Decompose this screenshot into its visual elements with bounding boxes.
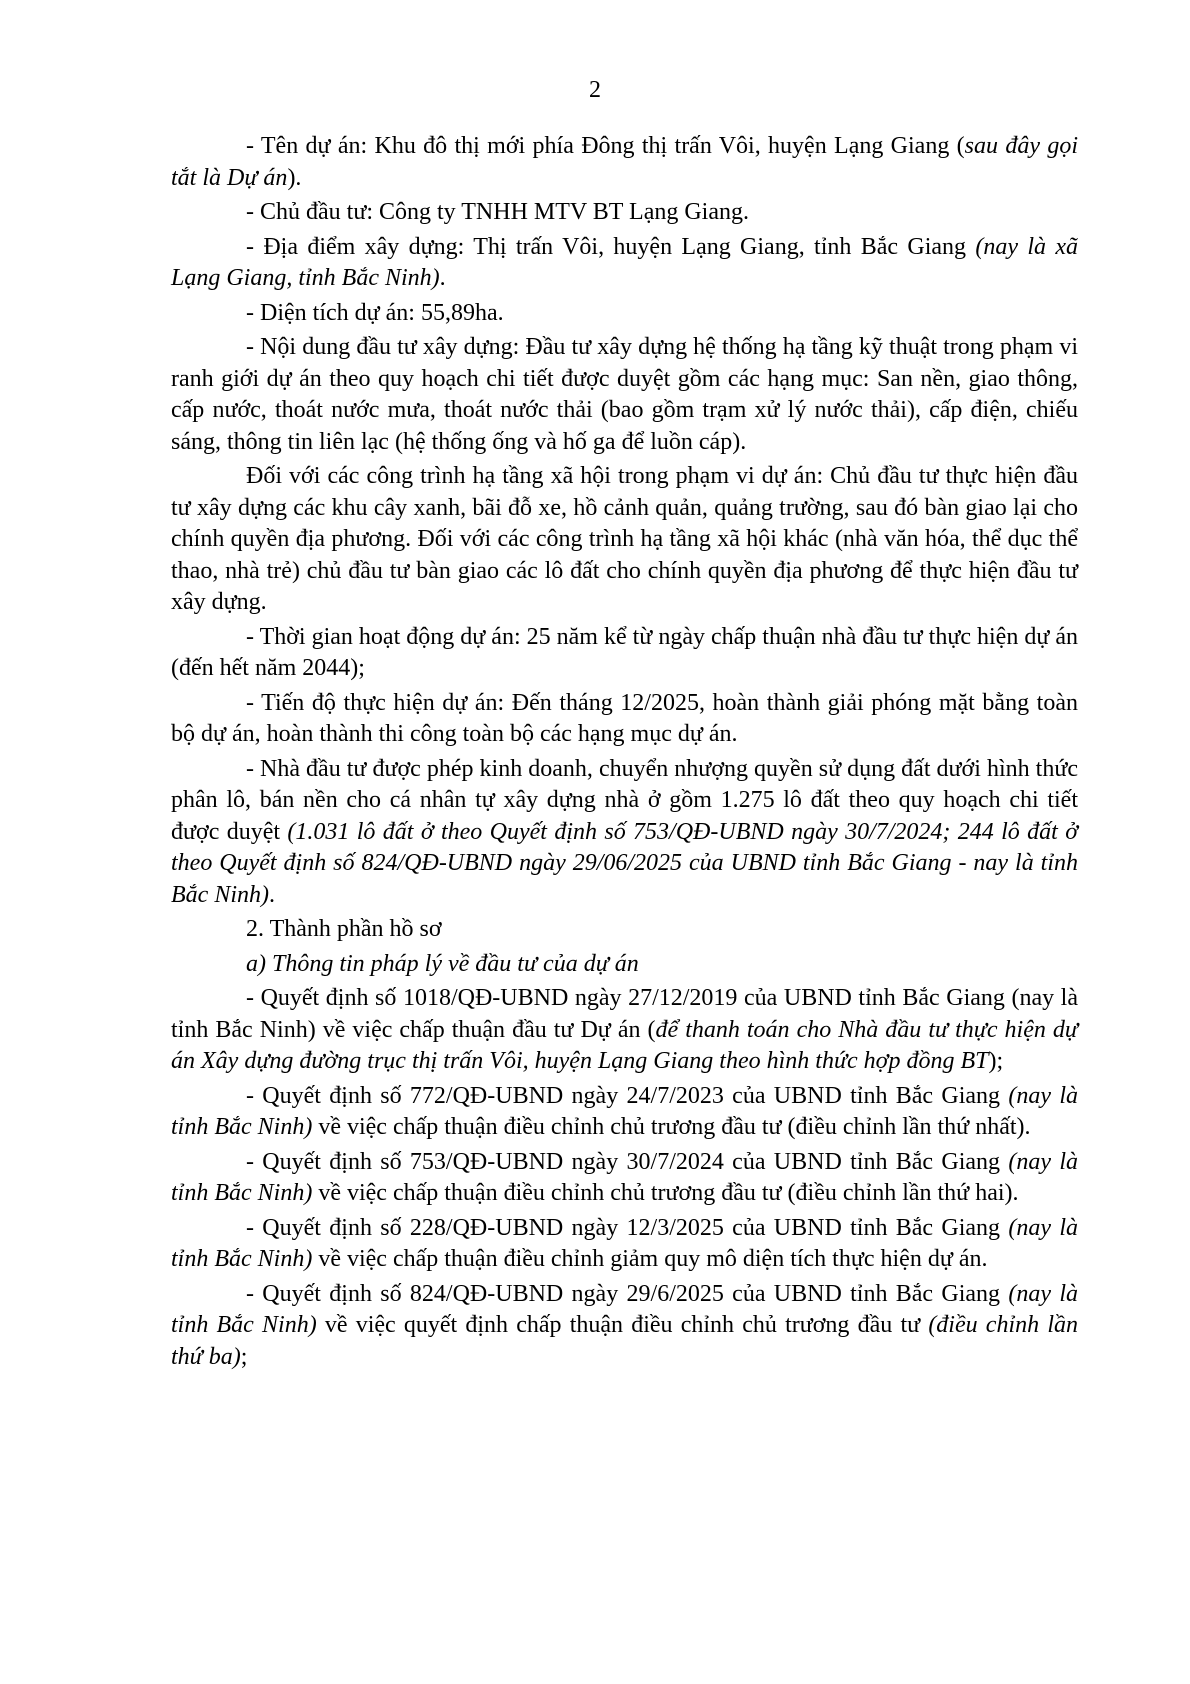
text: về việc chấp thuận điều chỉnh giảm quy mô diện tích thực hiện dự án. (312, 1246, 988, 1272)
text: về việc quyết định chấp thuận điều chỉnh chủ trương đầu tư (316, 1312, 929, 1338)
paragraph (171, 1081, 1078, 1144)
paragraph (171, 688, 1078, 751)
text: - Nhà đầu tư được phép kinh doanh, chuyển nhượng quyền sử dụng đất dưới hình thức phân lô, bán nền cho cá nhân tự xây dựng nhà ở gồm 1.275 lô đất theo quy hoạch chi tiết được duyệt (171, 755, 1078, 845)
text: - Địa điểm xây dựng: Thị trấn Vôi, huyện Lạng Giang, tỉnh Bắc Giang (246, 233, 976, 260)
paragraph (171, 232, 1078, 295)
paragraph (171, 622, 1078, 685)
text: - Quyết định số 824/QĐ-UBND ngày 29/6/2025 của UBND tỉnh Bắc Giang (246, 1280, 1009, 1307)
italic-text: (nay là tỉnh Bắc Ninh) (171, 1280, 1079, 1338)
paragraph (171, 461, 1078, 619)
text: - Tên dự án: Khu đô thị mới phía Đông thị trấn Vôi, huyện Lạng Giang ( (246, 133, 965, 159)
text: - Chủ đầu tư: Công ty TNHH MTV BT Lạng Giang. (246, 199, 749, 225)
paragraph (171, 754, 1078, 912)
text: - Tiến độ thực hiện dự án: Đến tháng 12/2025, hoàn thành giải phóng mặt bằng toàn bộ dự án, hoàn thành thi công toàn bộ các hạng mục dự án. (171, 689, 1078, 747)
paragraph (171, 332, 1078, 458)
paragraph (171, 914, 1078, 946)
text: - Quyết định số 228/QĐ-UBND ngày 12/3/2025 của UBND tỉnh Bắc Giang (246, 1214, 1009, 1241)
text: Đối với các công trình hạ tầng xã hội trong phạm vi dự án: Chủ đầu tư thực hiện đầu tư xây dựng các khu cây xanh, bãi đỗ xe, hồ cảnh quản, quảng trường, sau đó bàn giao lại cho chính quyền địa phương. Đối với các công trình hạ tầng xã hội khác (nhà văn hóa, thể dục thể thao, nhà trẻ) chủ đầu tư bàn giao các lô đất cho chính quyền địa phương để thực hiện đầu tư xây dựng. (171, 463, 1078, 615)
italic-text: để thanh toán cho Nhà đầu tư thực hiện dự án Xây dựng đường trục thị trấn Vôi, huyện Lạng Giang theo hình thức hợp đồng BT (171, 1016, 1078, 1074)
text: ). (287, 164, 302, 191)
italic-text: (nay là tỉnh Bắc Ninh) (171, 1214, 1079, 1272)
text: . (439, 265, 446, 291)
page-number: 2 (589, 77, 601, 103)
italic-text: (nay là xã Lạng Giang, tỉnh Bắc Ninh) (171, 233, 1078, 291)
italic-text: (nay là tỉnh Bắc Ninh) (171, 1148, 1079, 1206)
document-body (171, 131, 1078, 1376)
paragraph (171, 197, 1078, 229)
italic-text: (nay là tỉnh Bắc Ninh) (171, 1082, 1079, 1140)
text: - Quyết định số 753/QĐ-UBND ngày 30/7/2024 của UBND tỉnh Bắc Giang (246, 1148, 1009, 1175)
paragraph (171, 1147, 1078, 1210)
paragraph (171, 983, 1078, 1078)
paragraph (171, 298, 1078, 330)
paragraph (171, 131, 1078, 194)
text: 2. Thành phần hồ sơ (246, 916, 442, 942)
text: ); (988, 1048, 1004, 1074)
text: về việc chấp thuận điều chỉnh chủ trương đầu tư (điều chỉnh lần thứ hai). (312, 1180, 1019, 1206)
text: . (268, 881, 275, 908)
italic-text: a) Thông tin pháp lý về đầu tư của dự án (246, 950, 639, 977)
text: - Thời gian hoạt động dự án: 25 năm kể từ ngày chấp thuận nhà đầu tư thực hiện dự án (đến hết năm 2044); (171, 623, 1078, 681)
italic-text: sau đây gọi tắt là Dự án (171, 133, 1078, 191)
paragraph (171, 949, 1078, 981)
text: - Nội dung đầu tư xây dựng: Đầu tư xây dựng hệ thống hạ tầng kỹ thuật trong phạm vi ranh giới dự án theo quy hoạch chi tiết được duyệt gồm các hạng mục: San nền, giao thông, cấp nước, thoát nước mưa, thoát nước thải (bao gồm trạm xử lý nước thải), cấp điện, chiếu sáng, thông tin liên lạc (hệ thống ống và hố ga để luồn cáp). (171, 334, 1078, 455)
text: - Quyết định số 1018/QĐ-UBND ngày 27/12/2019 của UBND tỉnh Bắc Giang (nay là tỉnh Bắc Ninh) về việc chấp thuận đầu tư Dự án ( (171, 985, 1078, 1043)
italic-text: (điều chỉnh lần thứ ba) (171, 1312, 1078, 1370)
paragraph (171, 1213, 1078, 1276)
paragraph (171, 1279, 1078, 1374)
text: ; (240, 1343, 248, 1370)
text: - Diện tích dự án: 55,89ha. (246, 299, 504, 326)
italic-text: (1.031 lô đất ở theo Quyết định số 753/QĐ-UBND ngày 30/7/2024; 244 lô đất ở theo Quyết định số 824/QĐ-UBND ngày 29/06/2025 của UBND tỉnh Bắc Giang - nay là tỉnh Bắc Ninh) (171, 818, 1079, 908)
text: về việc chấp thuận điều chỉnh chủ trương đầu tư (điều chỉnh lần thứ nhất). (312, 1114, 1031, 1140)
text: - Quyết định số 772/QĐ-UBND ngày 24/7/2023 của UBND tỉnh Bắc Giang (246, 1082, 1009, 1109)
